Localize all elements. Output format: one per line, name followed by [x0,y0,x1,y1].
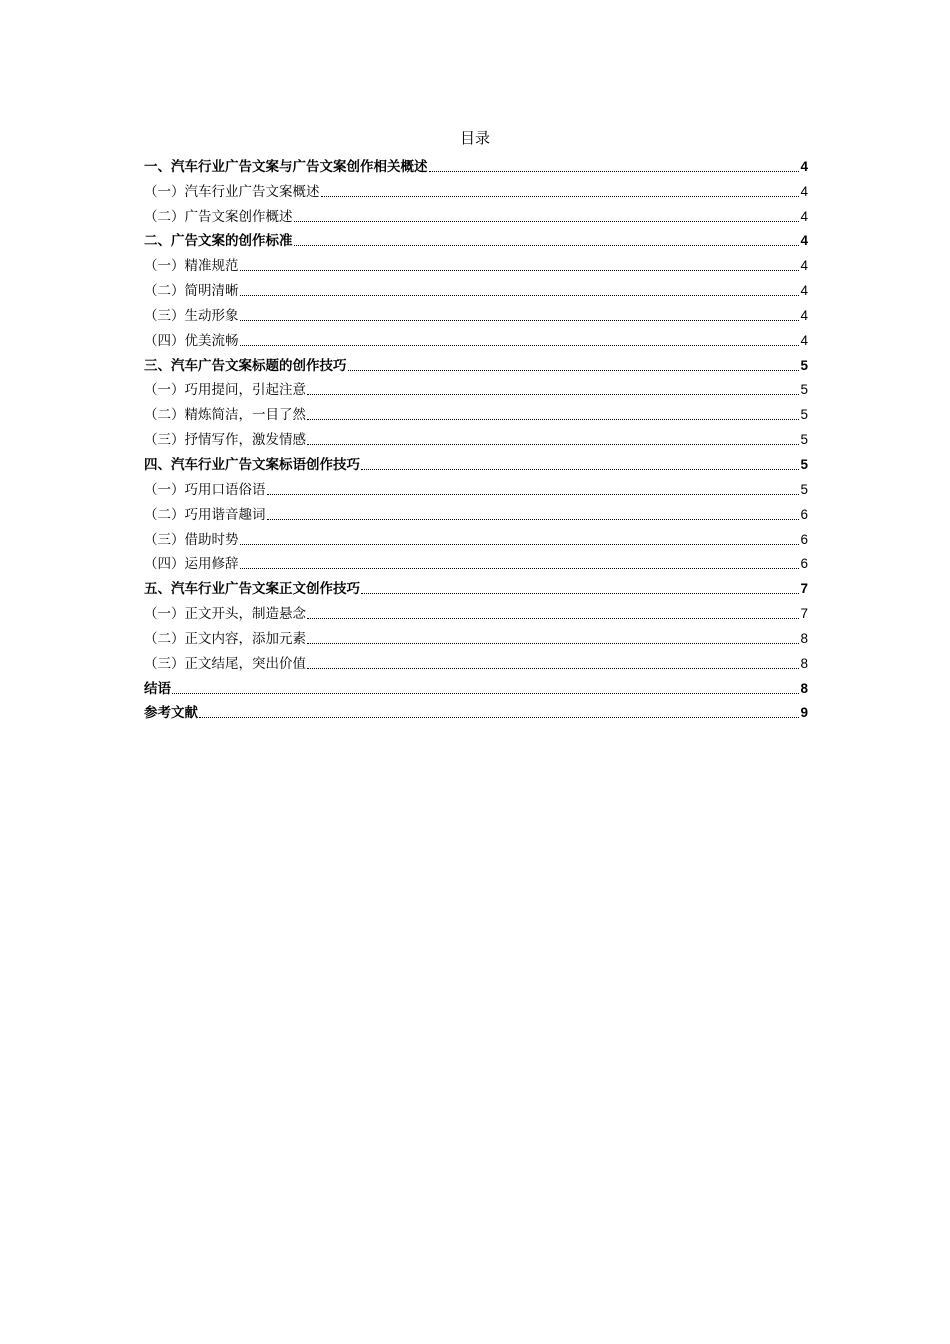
toc-entry-page-number: 5 [800,407,808,423]
toc-entry-page-number: 7 [800,581,808,597]
toc-entry-section[interactable] [144,201,808,226]
toc-entry-label: （二）简明清晰 [144,283,239,300]
toc-entry-page-number: 7 [800,606,808,622]
toc-entry-section[interactable] [144,424,808,449]
toc-entry-label: 五、汽车行业广告文案正文创作技巧 [144,581,360,598]
toc-entry-label: （三）借助时势 [144,531,239,548]
toc-entry-page-number: 6 [800,531,808,547]
toc-dot-leader [307,642,799,644]
toc-entry-section[interactable] [144,474,808,499]
toc-dot-leader [172,692,799,694]
toc-entry-page-number: 4 [800,283,808,299]
toc-entry-chapter[interactable] [144,350,808,375]
toc-entry-page-number: 5 [800,456,808,472]
toc-entry-section[interactable] [144,549,808,574]
toc-dot-leader [240,543,800,545]
toc-entry-label: （一）精准规范 [144,258,239,275]
toc-entry-section[interactable] [144,375,808,400]
toc-entry-section[interactable] [144,524,808,549]
toc-title: 目录 [459,129,490,147]
toc-entry-page-number: 4 [800,233,808,249]
toc-entry-page-number: 4 [800,258,808,274]
toc-entry-page-number: 6 [800,556,808,572]
toc-entry-section[interactable] [144,300,808,325]
toc-entry-page-number: 5 [800,432,808,448]
toc-entry-page-number: 5 [800,382,808,398]
toc-entry-section[interactable] [144,499,808,524]
toc-dot-leader [321,195,800,197]
toc-entry-label: 四、汽车行业广告文案标语创作技巧 [144,456,360,473]
toc-entry-section[interactable] [144,623,808,648]
toc-dot-leader [307,667,799,669]
toc-dot-leader [361,468,799,470]
toc-dot-leader [240,269,800,271]
toc-entry-chapter[interactable] [144,151,808,176]
toc-entry-label: 参考文献 [144,705,198,722]
toc-entry-chapter[interactable] [144,449,808,474]
toc-entry-label: （四）运用修辞 [144,556,239,573]
toc-dot-leader [240,319,800,321]
toc-entry-label: 三、汽车广告文案标题的创作技巧 [144,357,347,374]
toc-entry-label: （三）抒情写作，激发情感 [144,432,306,449]
toc-entry-section[interactable] [144,250,808,275]
toc-entry-chapter[interactable] [144,226,808,251]
toc-entry-page-number: 4 [800,158,808,174]
toc-dot-leader [307,393,799,395]
toc-dot-leader [429,170,800,172]
toc-entry-label: 一、汽车行业广告文案与广告文案创作相关概述 [144,158,428,175]
toc-entry-section[interactable] [144,648,808,673]
toc-entry-page-number: 5 [800,357,808,373]
toc-entry-page-number: 4 [800,183,808,199]
toc-entry-page-number: 8 [800,630,808,646]
toc-entry-label: （二）巧用谐音趣词 [144,506,266,523]
toc-dot-leader [199,716,799,718]
toc-entry-label: （一）巧用提问，引起注意 [144,382,306,399]
toc-entry-page-number: 4 [800,307,808,323]
toc-entry-page-number: 4 [800,332,808,348]
toc-dot-leader [294,220,800,222]
toc-entry-label: 二、广告文案的创作标准 [144,233,293,250]
toc-entry-page-number: 8 [800,655,808,671]
toc-entry-section[interactable] [144,275,808,300]
toc-entry-section[interactable] [144,598,808,623]
toc-entry-label: （三）正文结尾，突出价值 [144,655,306,672]
toc-dot-leader [348,369,800,371]
toc-entry-label: （二）正文内容，添加元素 [144,630,306,647]
toc-dot-leader [267,518,800,520]
toc-entry-label: （二）精炼简洁，一目了然 [144,407,306,424]
toc-dot-leader [240,344,800,346]
toc-entry-section[interactable] [144,399,808,424]
toc-dot-leader [240,567,800,569]
toc-entry-label: （四）优美流畅 [144,332,239,349]
toc-entry-label: （三）生动形象 [144,307,239,324]
table-of-contents [144,151,808,722]
toc-dot-leader [307,418,799,420]
toc-entry-label: （一）正文开头，制造悬念 [144,606,306,623]
toc-dot-leader [307,443,799,445]
toc-entry-chapter[interactable] [144,673,808,698]
toc-entry-label: （一）巧用口语俗语 [144,481,266,498]
toc-dot-leader [240,294,800,296]
toc-dot-leader [294,244,800,246]
toc-entry-page-number: 9 [800,705,808,721]
toc-dot-leader [267,493,800,495]
toc-entry-page-number: 5 [800,481,808,497]
toc-entry-chapter[interactable] [144,698,808,723]
toc-dot-leader [361,592,799,594]
toc-entry-section[interactable] [144,176,808,201]
toc-entry-page-number: 8 [800,680,808,696]
toc-entry-label: （二）广告文案创作概述 [144,208,293,225]
toc-entry-label: （一）汽车行业广告文案概述 [144,183,320,200]
toc-entry-label: 结语 [144,680,171,697]
toc-entry-page-number: 4 [800,208,808,224]
toc-entry-chapter[interactable] [144,573,808,598]
toc-entry-section[interactable] [144,325,808,350]
toc-entry-page-number: 6 [800,506,808,522]
toc-dot-leader [307,617,799,619]
